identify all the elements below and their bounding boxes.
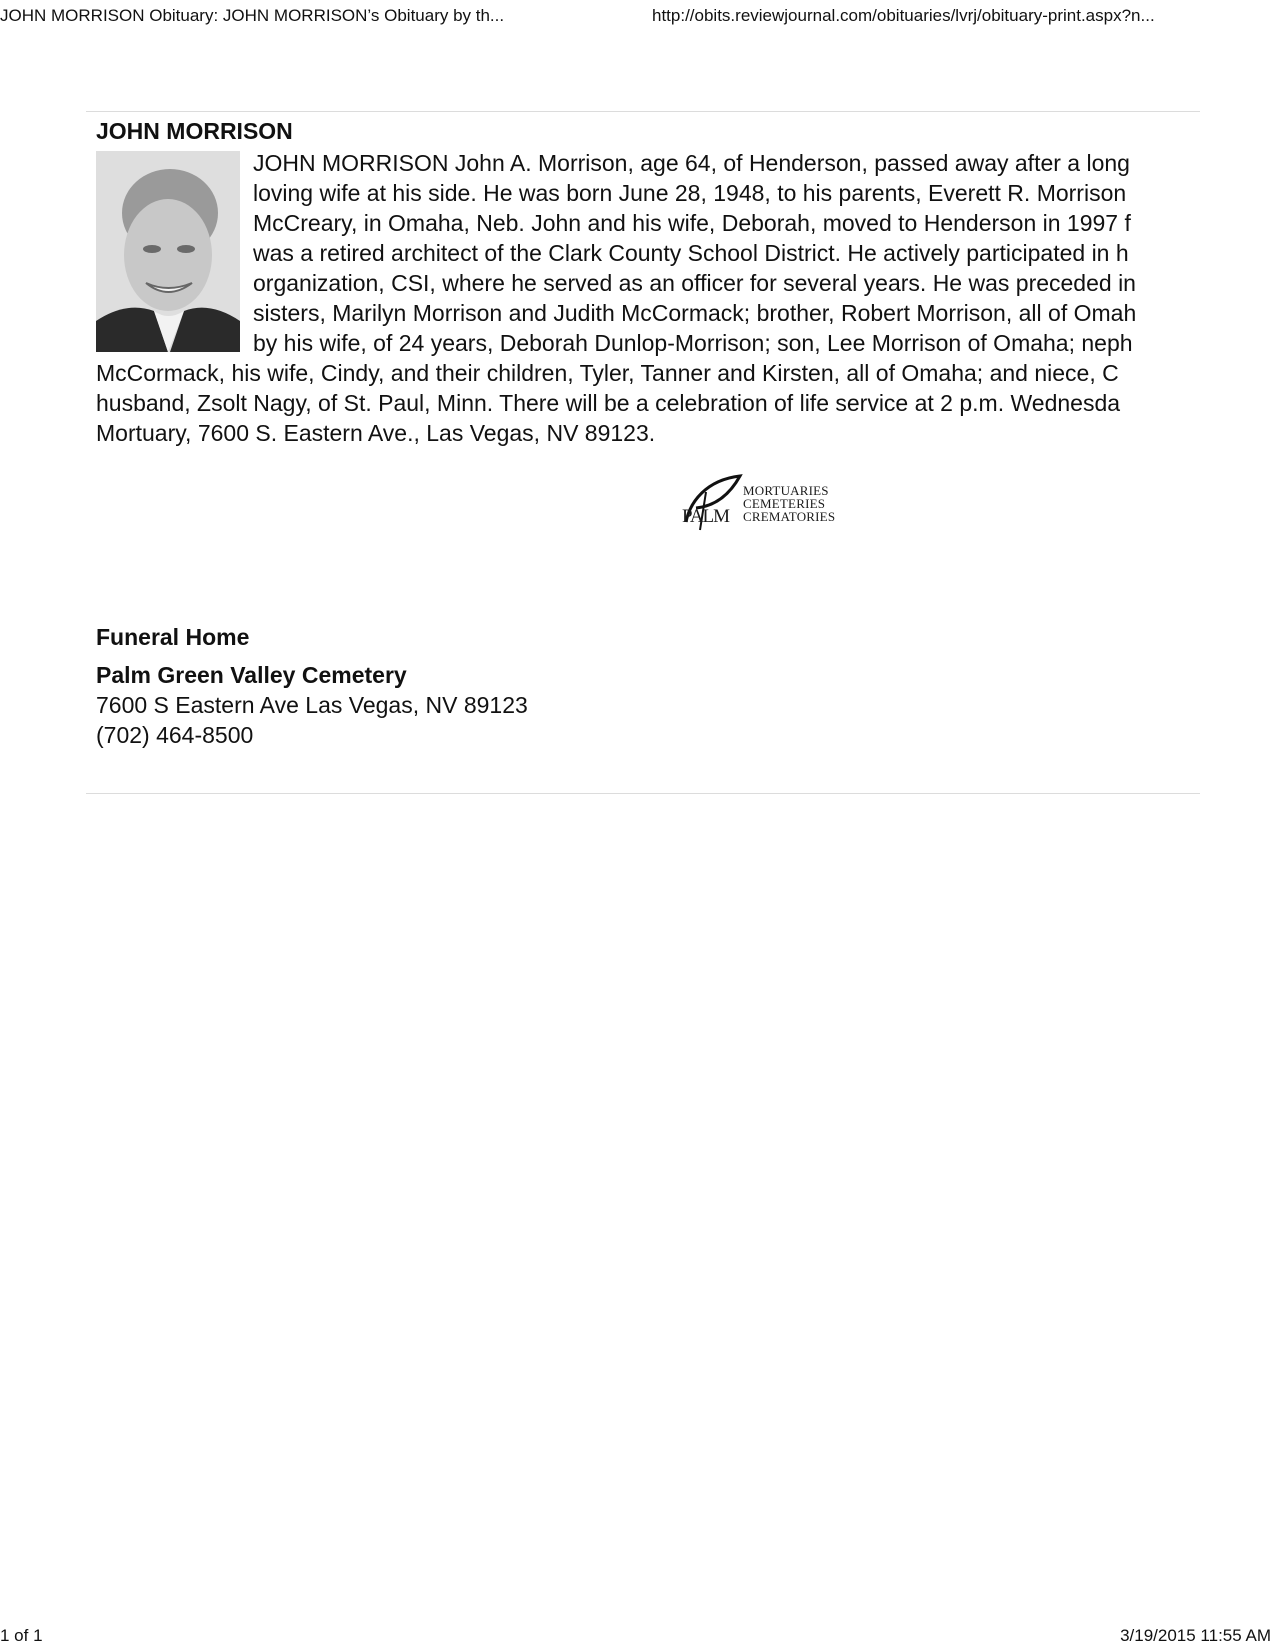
top-divider xyxy=(86,111,1200,112)
print-page-title: JOHN MORRISON Obituary: JOHN MORRISON’s Obituary by th... xyxy=(0,6,505,25)
portrait-photo-icon xyxy=(96,151,240,352)
logo-line: MORTUARIES xyxy=(743,483,829,498)
obituary-line: by his wife, of 24 years, Deborah Dunlop-Morrison; son, Lee Morrison of Omaha; neph xyxy=(253,330,1133,356)
bottom-divider xyxy=(86,793,1200,794)
logo-line: CREMATORIES xyxy=(743,509,836,524)
logo-tagline xyxy=(743,484,835,523)
print-page-url: http://obits.reviewjournal.com/obituaries/lvrj/obituary-print.aspx?n... xyxy=(652,6,1155,25)
obituary-line: was a retired architect of the Clark County School District. He actively participated in h xyxy=(253,240,1129,266)
obituary-line: Mortuary, 7600 S. Eastern Ave., Las Vegas, NV 89123. xyxy=(96,420,656,446)
obituary-line: sisters, Marilyn Morrison and Judith McCormack; brother, Robert Morrison, all of Omah xyxy=(253,300,1137,326)
print-header xyxy=(0,4,1275,28)
print-timestamp: 3/19/2015 11:55 AM xyxy=(1120,1626,1271,1645)
print-footer xyxy=(0,1624,1275,1648)
logo-brand: PALM xyxy=(682,506,730,527)
obituary-line: loving wife at his side. He was born June 28, 1948, to his parents, Everett R. Morrison xyxy=(253,180,1127,206)
funeral-home-address: 7600 S Eastern Ave Las Vegas, NV 89123 xyxy=(96,692,528,718)
obituary-line: organization, CSI, where he served as an officer for several years. He was preceded in xyxy=(253,270,1136,296)
palm-logo xyxy=(676,472,836,532)
obituary-body xyxy=(96,148,1200,448)
obituary-name: JOHN MORRISON xyxy=(96,118,293,144)
obituary xyxy=(96,116,1200,448)
funeral-home-phone: (702) 464-8500 xyxy=(96,722,254,748)
funeral-home-section xyxy=(96,622,996,750)
funeral-home-name: Palm Green Valley Cemetery xyxy=(96,662,407,688)
funeral-home-heading: Funeral Home xyxy=(96,624,250,650)
obituary-line: JOHN MORRISON John A. Morrison, age 64, of Henderson, passed away after a long xyxy=(253,150,1130,176)
obituary-line: McCormack, his wife, Cindy, and their children, Tyler, Tanner and Kirsten, all of Omaha; and niece, C xyxy=(96,360,1119,386)
obituary-line: McCreary, in Omaha, Neb. John and his wife, Deborah, moved to Henderson in 1997 f xyxy=(253,210,1131,236)
obituary-line: husband, Zsolt Nagy, of St. Paul, Minn. There will be a celebration of life service at 2 p.m. Wednesda xyxy=(96,390,1121,416)
logo-line: CEMETERIES xyxy=(743,496,826,511)
page-count: 1 of 1 xyxy=(0,1626,43,1645)
